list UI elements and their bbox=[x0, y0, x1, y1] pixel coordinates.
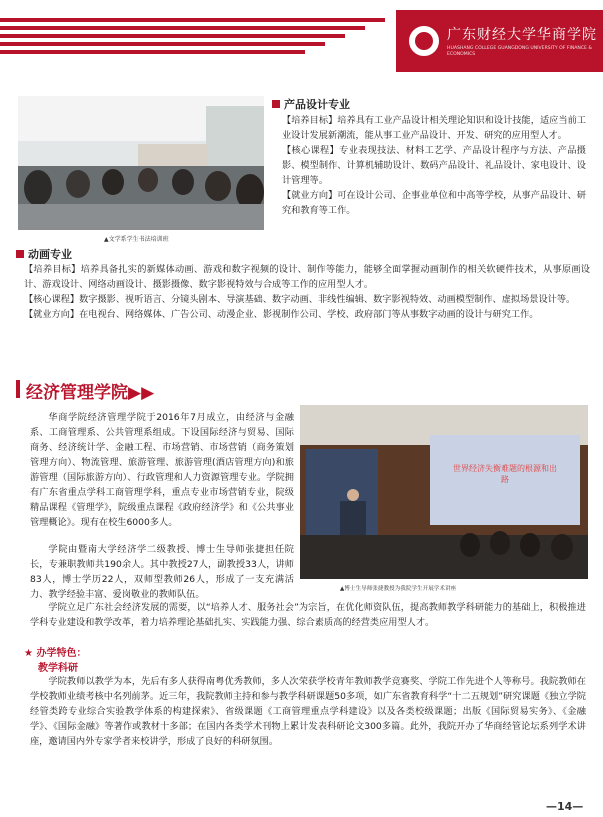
classroom-photo bbox=[18, 96, 264, 230]
college-logo-icon bbox=[407, 24, 441, 58]
header-stripe bbox=[0, 42, 325, 46]
classroom-illustration bbox=[18, 96, 264, 230]
header-stripe bbox=[0, 18, 385, 22]
square-bullet-icon bbox=[272, 100, 280, 108]
econ-mission-paragraph: 学院立足广东社会经济发展的需要，以“培养人才、服务社会”为宗旨，在优化师资队伍，提高教师教学科研能力的基础上，积极推进学科专业建设和教学改革，着力培养理论基础扎实、实践能力强、综合素质高的经营类应用型人才。 bbox=[30, 602, 586, 628]
lecture-illustration bbox=[300, 405, 588, 579]
square-bullet-icon bbox=[16, 250, 24, 258]
econ-chapter-title: 经济管理学院▶▶ bbox=[26, 383, 155, 403]
animation-text bbox=[24, 262, 590, 322]
product-goal: 【培养目标】培养具有工业产品设计相关理论知识和设计技能，适应当前工业设计发展新潮流，能从事工业产品设计、开发、研究的应用型人才。 bbox=[282, 115, 586, 141]
classroom-photo-caption: ▲文学系学生书法培训班 bbox=[104, 236, 169, 243]
product-design-heading bbox=[272, 96, 350, 112]
animation-heading bbox=[16, 246, 72, 262]
econ-intro-paragraph: 华商学院经济管理学院于2016年7月成立，由经济与金融系、工商管理系、公共管理系组成。下设国际经济与贸易、国际商务、经济统计学、金融工程、市场营销、市场营销（商务策划管理方向）、物流管理、旅游管理、旅游管理(酒店管理方向)和旅游管理（国际旅游方向）、行政管理和人力资源管理专业。学院拥有广东省重点学科工商管理学科，重点专业市场营销专业，院级精品课程《管理学》，院级重点课程《政府经济学》和《公共事业管理概论》。现有在校生6000多人。 bbox=[30, 412, 294, 528]
animation-career: 【就业方向】在电视台、网络媒体、广告公司、动漫企业、影视制作公司、学校、政府部门等从事数字动画的设计与研究工作。 bbox=[24, 309, 539, 320]
teaching-research-subheading: 教学科研 bbox=[38, 663, 78, 674]
product-courses: 【核心课程】专业表现技法、材料工艺学、产品设计程序与方法、产品摄影、模型制作、计算机辅助设计、数码产品设计、礼品设计、家电设计、设计管理等。 bbox=[282, 145, 586, 186]
features-heading: ★ 办学特色： bbox=[24, 648, 87, 659]
product-design-heading-text: 产品设计专业 bbox=[284, 98, 350, 111]
chapter-bar bbox=[16, 380, 20, 398]
animation-heading-text: 动画专业 bbox=[28, 248, 72, 261]
lecture-photo-caption: ▲博士生导师张捷教授为我院学生开展学术讲座 bbox=[340, 586, 457, 592]
page-number: —14— bbox=[546, 800, 584, 813]
lecture-photo bbox=[300, 405, 588, 579]
college-name-en: HUASHANG COLLEGE GUANGDONG UNIVERSITY OF FINANCE & ECONOMICS bbox=[447, 46, 592, 57]
product-design-text bbox=[282, 113, 586, 218]
header-stripe bbox=[0, 50, 305, 54]
header-stripe bbox=[0, 34, 345, 38]
teaching-research-paragraph: 学院教师以教学为本，先后有多人获得南粤优秀教师，多人次荣获学校青年教师教学竞赛奖、学院工作先进个人等称号。我院教师在学校教师业绩考核中名列前茅。近三年，我院教师主持和参与教学科研课题50多项，如广东省教育科学“十二五规划”研究课题《独立学院经管类跨专业综合实验教学体系的构建探索》、省级课题《工商管理重点学科建设》以及各类校级课题；出版《国际贸易实务》、《金融学》、《国际金融》等著作或教材十多部；在国内各类学术刊物上累计发表科研论文300多篇。此外，我院开办了华商经管论坛系列学术讲座，邀请国内外专家学者来校讲学，形成了良好的科研氛围。 bbox=[30, 676, 586, 747]
econ-faculty-paragraph: 学院由暨南大学经济学二级教授、博士生导师张捷担任院长，专兼职教师共190余人。其中教授27人，副教授33人，讲师83人，博士学历22人，双师型教师26人，形成了一支充满活力、教学经验丰富、爱岗敬业的教师队伍。 bbox=[30, 544, 294, 600]
lecture-slide-text: 世界经济失衡难题的根源和出路 bbox=[453, 464, 557, 484]
econ-chapter-heading bbox=[16, 378, 266, 403]
animation-goal: 【培养目标】培养具备扎实的新媒体动画、游戏和数字视频的设计、制作等能力，能够全面掌握动画制作的相关软硬件技术，从事原画设计、游戏设计、网络动画设计、摄影摄像、数字影视特效与合成等工作的应用型人才。 bbox=[24, 264, 590, 290]
college-name-cn: 广东财经大学华商学院 bbox=[447, 27, 597, 43]
header-stripe bbox=[0, 26, 365, 30]
animation-courses: 【核心课程】数字摄影、视听语言、分镜头剧本、导演基础、数字动画、非线性编辑、数字影视特效、动画模型制作、虚拟场景设计等。 bbox=[24, 294, 576, 305]
product-career: 【就业方向】可在设计公司、企事业单位和中高等学校，从事产品设计、研究和教育等工作。 bbox=[282, 190, 586, 216]
college-banner bbox=[396, 10, 603, 72]
